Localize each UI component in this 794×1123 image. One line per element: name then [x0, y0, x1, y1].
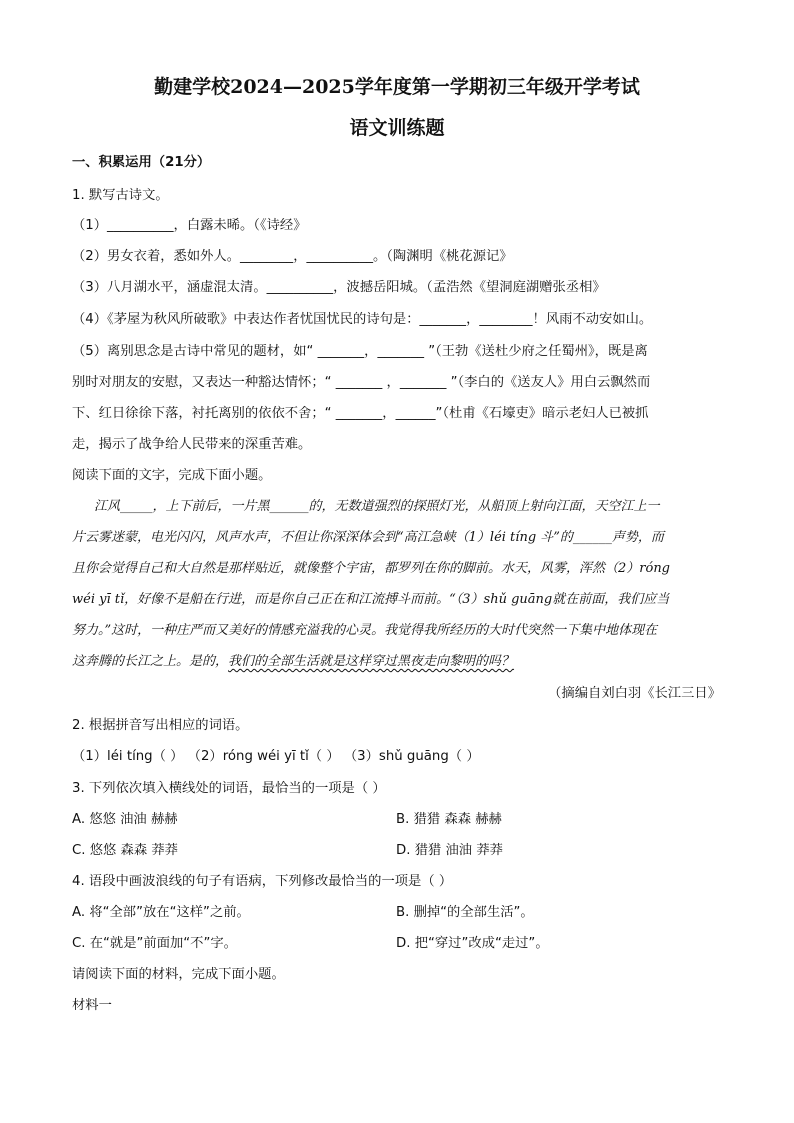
question-1-item-1: （1）__________，白露未晞。（《诗经》: [72, 218, 307, 233]
question-4-stem: 4. 语段中画波浪线的句子有语病，下列修改最恰当的一项是（ ）: [72, 874, 453, 889]
question-4-option-a: A. 将“全部”放在“这样”之前。: [72, 905, 250, 920]
passage-source: （摘编自刘白羽《长江三日》: [548, 686, 721, 701]
passage-line-3: 且你会觉得自己和大自然是那样贴近，就像整个宇宙，都罗列在你的脚前。水天，风雾，浑然（2）róng: [72, 561, 671, 576]
reading-intro: 阅读下面的文字，完成下面小题。: [72, 468, 272, 483]
section-heading: 一、积累运用（21分）: [72, 155, 211, 170]
question-4-option-c: C. 在“就是”前面加“不”字。: [72, 936, 237, 951]
passage-line-1: 江风_____，上下前后，一片黑______的，无数道强烈的探照灯光，从船顶上射向江面，天空江上一: [94, 499, 660, 514]
question-3-option-d: D. 猎猎 油油 莽莽: [396, 843, 503, 858]
passage-line-6-text: 这奔腾的长江之上。是的，: [72, 654, 229, 669]
question-1-item-3: （3）八月湖水平，涵虚混太清。__________，波撼岳阳城。（孟浩然《望洞庭湖赠张丞相》: [72, 280, 606, 295]
question-3-stem: 3. 下列依次填入横线处的词语，最恰当的一项是（ ）: [72, 781, 386, 796]
question-4-option-b: B. 删掉“的全部生活”。: [396, 905, 534, 920]
question-1-item-4: （4）《茅屋为秋风所破歌》中表达作者忧国忧民的诗句是：_______，________！风雨不动安如山。: [72, 312, 653, 327]
question-3-option-a: A. 悠悠 油油 赫赫: [72, 812, 178, 827]
question-1-stem: 1. 默写古诗文。: [72, 188, 169, 203]
question-4-option-d: D. 把“穿过”改成“走过”。: [396, 936, 549, 951]
question-1-item-5-line-2: 别时对朋友的安慰，又表达一种豁达情怀；“ _______ ，_______ ”（李白的《送友人》用白云飘然而: [72, 375, 651, 390]
material-intro: 请阅读下面的材料，完成下面小题。: [72, 967, 285, 982]
passage-line-2: 片云雾迷蒙，电光闪闪，风声水声，不但让你深深体会到“高江急峡（1）léi tíng 斗”的______声势，而: [72, 530, 664, 545]
question-1-item-5-line-1: （5）离别思念是古诗中常见的题材，如“ _______，_______ ”（王勃《送杜少府之任蜀州》，既是离: [72, 344, 648, 359]
question-2-options: （1）léi tíng（ ） （2）róng wéi yī tǐ（ ） （3）shǔ guāng（ ）: [72, 749, 480, 764]
question-2-stem: 2. 根据拼音写出相应的词语。: [72, 718, 249, 733]
question-1-item-5-line-3: 下、红日徐徐下落，衬托离别的依依不舍；“ _______，______”（杜甫《石壕吏》暗示老妇人已被抓: [72, 406, 649, 421]
wavy-underlined-sentence: 我们的全部生活就是这样穿过黑夜走向黎明的吗？: [228, 654, 515, 669]
passage-line-6: [72, 650, 514, 669]
passage-line-4: wéi yī tǐ，好像不是船在行进，而是你自己正在和江流搏斗而前。“（3）shǔ guāng就在前面，我们应当: [72, 592, 670, 607]
exam-title: 勤建学校2024—2025学年度第一学期初三年级开学考试: [154, 76, 640, 98]
exam-subtitle: 语文训练题: [349, 117, 445, 139]
question-1-item-2: （2）男女衣着，悉如外人。________，__________。（陶渊明《桃花源记》: [72, 249, 513, 264]
question-1-item-5-line-4: 走，揭示了战争给人民带来的深重苦难。: [72, 437, 312, 452]
passage-line-5: 努力。”这时，一种庄严而又美好的情感充溢我的心灵。我觉得我所经历的大时代突然一下集中地体现在: [72, 623, 658, 638]
question-3-option-c: C. 悠悠 森森 莽莽: [72, 843, 178, 858]
material-1-label: 材料一: [72, 998, 112, 1013]
question-3-option-b: B. 猎猎 森森 赫赫: [396, 812, 502, 827]
